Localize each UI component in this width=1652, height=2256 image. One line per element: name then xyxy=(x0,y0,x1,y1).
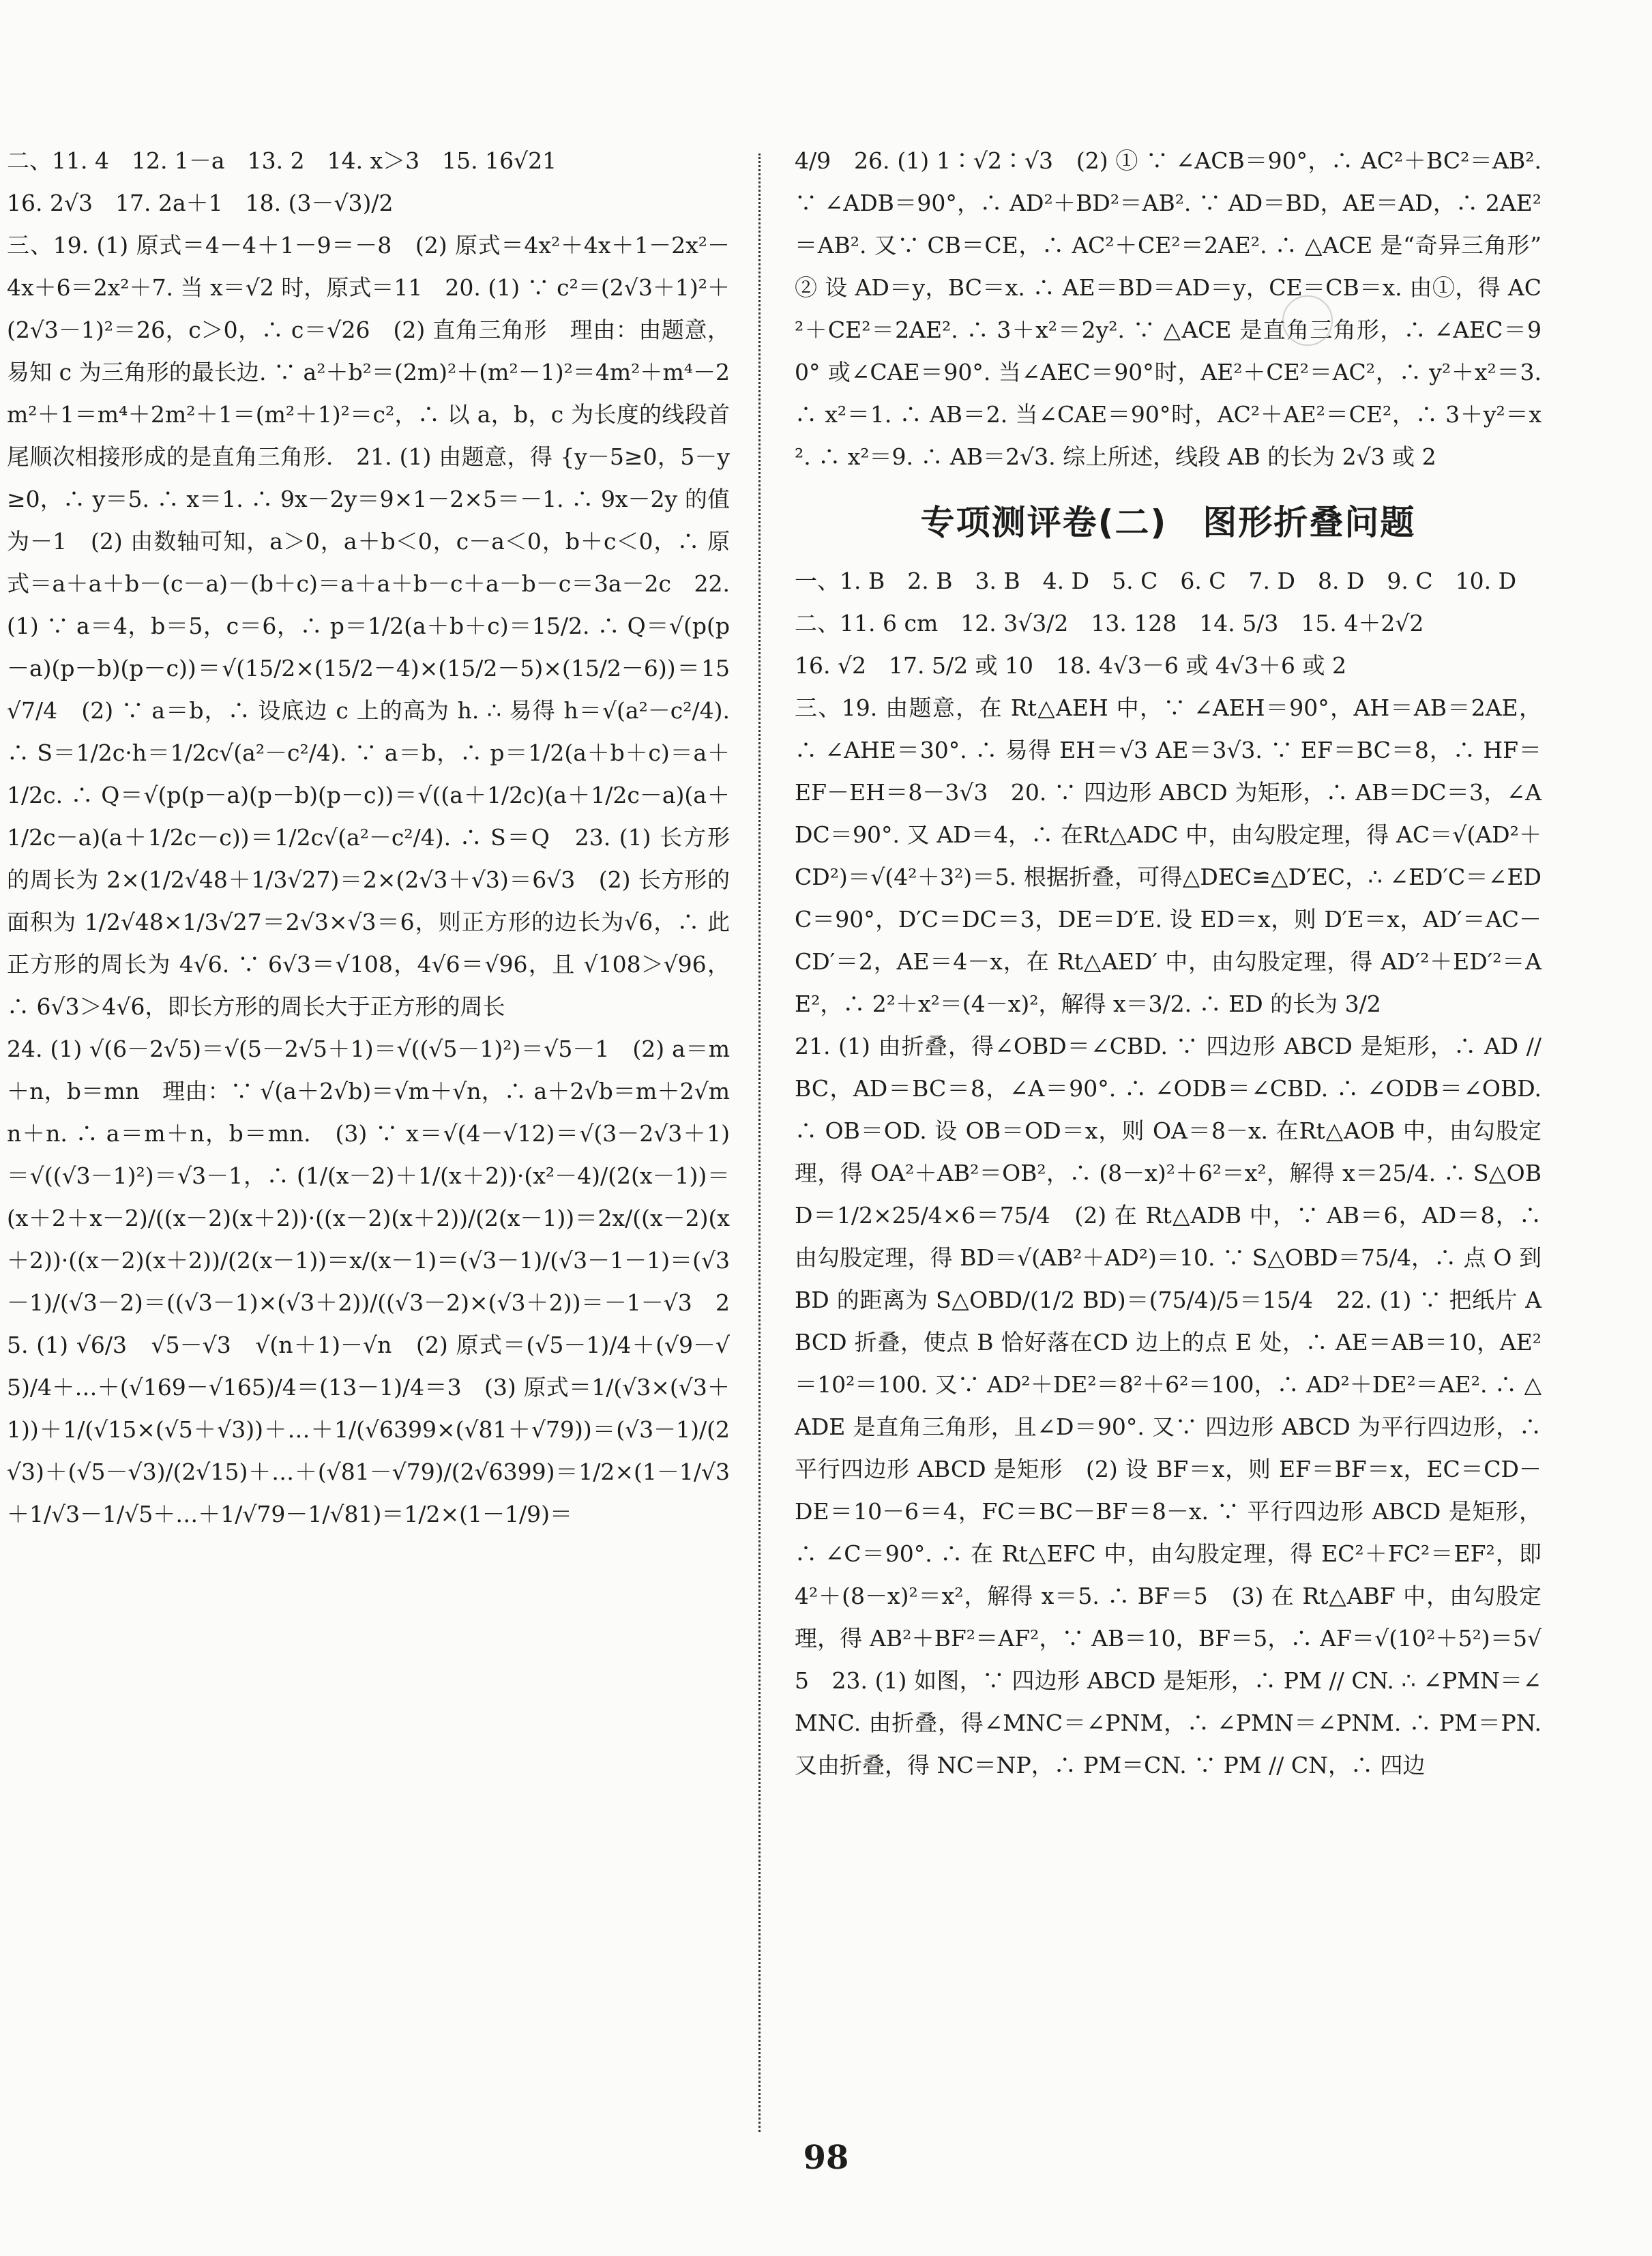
answer-line: 二、11. 6 cm 12. 3√3/2 13. 128 14. 5/3 15. 4＋2√2 xyxy=(795,610,1424,636)
right-column xyxy=(795,140,1564,1787)
answer-line: 二、11. 4 12. 1－a 13. 2 14. x＞3 15. 16√21 xyxy=(7,147,557,174)
left-column xyxy=(7,140,730,1536)
page-number: 98 xyxy=(803,2139,849,2177)
answer-line: 16. √2 17. 5/2 或 10 18. 4√3－6 或 4√3＋6 或 2 xyxy=(795,652,1346,679)
solution-paragraph: 三、19. 由题意，在 Rt△AEH 中，∵ ∠AEH＝90°，AH＝AB＝2AE，∴ ∠AHE＝30°. ∴ 易得 EH＝√3 AE＝3√3. ∵ EF＝BC＝8，∴ HF＝EF－EH＝8－3√3 20. ∵ 四边形 ABCD 为矩形，∴ AB＝DC＝3，∠ADC＝90°. 又 AD＝4，∴ 在Rt△ADC 中，由勾股定理，得 AC＝√(AD²＋CD²)＝√(4²＋3²)＝5. 根据折叠，可得△DEC≌△D′EC，∴ ∠ED′C＝∠EDC＝90°，D′C＝DC＝3，DE＝D′E. 设 ED＝x，则 D′E＝x，AD′＝AC－CD′＝2，AE＝4－x，在 Rt△AED′ 中，由勾股定理，得 AD′²＋ED′²＝AE²，∴ 2²＋x²＝(4－x)²，解得 x＝3/2. ∴ ED 的长为 3/2 xyxy=(795,694,1542,1017)
solution-paragraph: 4/9 26. (1) 1∶√2∶√3 (2) ① ∵ ∠ACB＝90°，∴ AC²＋BC²＝AB². ∵ ∠ADB＝90°，∴ AD²＋BD²＝AB². ∵ AD＝BD，AE＝AD，∴ 2AE²＝AB². 又∵ CB＝CE，∴ AC²＋CE²＝2AE². ∴ △ACE 是“奇异三角形” ② 设 AD＝y，BC＝x. ∴ AE＝BD＝AD＝y，CE＝CB＝x. 由①，得 AC²＋CE²＝2AE². ∴ 3＋x²＝2y². ∵ △ACE 是直角三角形，∴ ∠AEC＝90° 或∠CAE＝90°. 当∠AEC＝90°时，AE²＋CE²＝AC²，∴ y²＋x²＝3. ∴ x²＝1. ∴ AB＝2. 当∠CAE＝90°时，AC²＋AE²＝CE²，∴ 3＋y²＝x². ∴ x²＝9. ∴ AB＝2√3. 综上所述，线段 AB 的长为 2√3 或 2 xyxy=(795,147,1564,470)
answer-line: 一、1. B 2. B 3. B 4. D 5. C 6. C 7. D 8. D 9. C 10. D xyxy=(795,568,1517,594)
answer-line: 16. 2√3 17. 2a＋1 18. (3－√3)/2 xyxy=(7,190,394,216)
column-divider xyxy=(758,153,761,2132)
solution-paragraph: 三、19. (1) 原式＝4－4＋1－9＝－8 (2) 原式＝4x²＋4x＋1－2x²－4x＋6＝2x²＋7. 当 x＝√2 时，原式＝11 20. (1) ∵ c²＝(2√3＋1)²＋(2√3－1)²＝26，c＞0，∴ c＝√26 (2) 直角三角形 理由：由题意，易知 c 为三角形的最长边. ∵ a²＋b²＝(2m)²＋(m²－1)²＝4m²＋m⁴－2m²＋1＝m⁴＋2m²＋1＝(m²＋1)²＝c²，∴ 以 a，b，c 为长度的线段首尾顺次相接形成的是直角三角形. 21. (1) 由题意，得 {y－5≥0，5－y≥0，∴ y＝5. ∴ x＝1. ∴ 9x－2y＝9×1－2×5＝－1. ∴ 9x－2y 的值为－1 (2) 由数轴可知，a＞0，a＋b＜0，c－a＜0，b＋c＜0，∴ 原式＝a＋a＋b－(c－a)－(b＋c)＝a＋a＋b－c＋a－b－c＝3a－2c 22. (1) ∵ a＝4，b＝5，c＝6，∴ p＝1/2(a＋b＋c)＝15/2. ∴ Q＝√(p(p－a)(p－b)(p－c))＝√(15/2×(15/2－4)×(15/2－5)×(15/2－6))＝15√7/4 (2) ∵ a＝b，∴ 设底边 c 上的高为 h. ∴ 易得 h＝√(a²－c²/4). ∴ S＝1/2c·h＝1/2c√(a²－c²/4). ∵ a＝b，∴ p＝1/2(a＋b＋c)＝a＋1/2c. ∴ Q＝√(p(p－a)(p－b)(p－c))＝√((a＋1/2c)(a＋1/2c－a)(a＋1/2c－a)(a＋1/2c－c))＝1/2c√(a²－c²/4). ∴ S＝Q 23. (1) 长方形的周长为 2×(1/2√48＋1/3√27)＝2×(2√3＋√3)＝6√3 (2) 长方形的面积为 1/2√48×1/3√27＝2√3×√3＝6，则正方形的边长为√6，∴ 此正方形的周长为 4√6. ∵ 6√3＝√108，4√6＝√96，且 √108＞√96，∴ 6√3＞4√6，即长方形的周长大于正方形的周长 xyxy=(7,232,730,1020)
solution-paragraph: 24. (1) √(6－2√5)＝√(5－2√5＋1)＝√((√5－1)²)＝√5－1 (2) a＝m＋n，b＝mn 理由：∵ √(a＋2√b)＝√m＋√n，∴ a＋2√b＝m＋2√mn＋n. ∴ a＝m＋n，b＝mn. (3) ∵ x＝√(4－√12)＝√(3－2√3＋1)＝√((√3－1)²)＝√3－1，∴ (1/(x－2)＋1/(x＋2))·(x²－4)/(2(x－1))＝(x＋2＋x－2)/((x－2)(x＋2))·((x－2)(x＋2))/(2(x－1))＝2x/((x－2)(x＋2))·((x－2)(x＋2))/(2(x－1))＝x/(x－1)＝(√3－1)/(√3－1－1)＝(√3－1)/(√3－2)＝((√3－1)×(√3＋2))/((√3－2)×(√3＋2))＝－1－√3 25. (1) √6/3 √5－√3 √(n＋1)－√n (2) 原式＝(√5－1)/4＋(√9－√5)/4＋…＋(√169－√165)/4＝(13－1)/4＝3 (3) 原式＝1/(√3×(√3＋1))＋1/(√15×(√5＋√3))＋…＋1/(√6399×(√81＋√79))＝(√3－1)/(2√3)＋(√5－√3)/(2√15)＋…＋(√81－√79)/(2√6399)＝1/2×(1－1/√3＋1/√3－1/√5＋…＋1/√79－1/√81)＝1/2×(1－1/9)＝ xyxy=(7,1036,730,1527)
section-title: 专项测评卷(二) 图形折叠问题 xyxy=(920,503,1416,542)
watermark-stamp xyxy=(1282,295,1333,346)
solution-paragraph: 21. (1) 由折叠，得∠OBD＝∠CBD. ∵ 四边形 ABCD 是矩形，∴ AD // BC，AD＝BC＝8，∠A＝90°. ∴ ∠ODB＝∠CBD. ∴ ∠ODB＝∠OBD. ∴ OB＝OD. 设 OB＝OD＝x，则 OA＝8－x. 在Rt△AOB 中，由勾股定理，得 OA²＋AB²＝OB²，∴ (8－x)²＋6²＝x²，解得 x＝25/4. ∴ S△OBD＝1/2×25/4×6＝75/4 (2) 在 Rt△ADB 中，∵ AB＝6，AD＝8，∴ 由勾股定理，得 BD＝√(AB²＋AD²)＝10. ∵ S△OBD＝75/4，∴ 点 O 到 BD 的距离为 S△OBD/(1/2 BD)＝(75/4)/5＝15/4 22. (1) ∵ 把纸片 ABCD 折叠，使点 B 恰好落在CD 边上的点 E 处，∴ AE＝AB＝10，AE²＝10²＝100. 又∵ AD²＋DE²＝8²＋6²＝100，∴ AD²＋DE²＝AE². ∴ △ADE 是直角三角形，且∠D＝90°. 又∵ 四边形 ABCD 为平行四边形，∴ 平行四边形 ABCD 是矩形 (2) 设 BF＝x，则 EF＝BF＝x，EC＝CD－DE＝10－6＝4，FC＝BC－BF＝8－x. ∵ 平行四边形 ABCD 是矩形，∴ ∠C＝90°. ∴ 在 Rt△EFC 中，由勾股定理，得 EC²＋FC²＝EF²，即 4²＋(8－x)²＝x²，解得 x＝5. ∴ BF＝5 (3) 在 Rt△ABF 中，由勾股定理，得 AB²＋BF²＝AF²，∵ AB＝10，BF＝5，∴ AF＝√(10²＋5²)＝5√5 23. (1) 如图，∵ 四边形 ABCD 是矩形，∴ PM // CN. ∴ ∠PMN＝∠MNC. 由折叠，得∠MNC＝∠PNM，∴ ∠PMN＝∠PNM. ∴ PM＝PN. 又由折叠，得 NC＝NP，∴ PM＝CN. ∵ PM // CN，∴ 四边 xyxy=(795,1033,1542,1778)
